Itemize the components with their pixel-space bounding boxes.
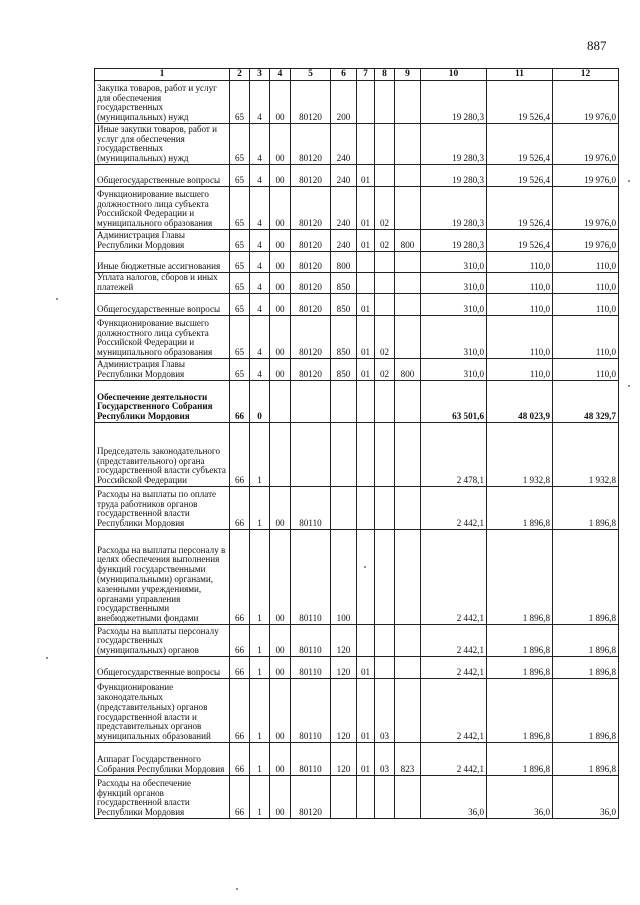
row-value-cell: 1 <box>250 743 270 776</box>
table-row <box>95 487 619 530</box>
row-value-cell <box>395 165 421 187</box>
column-header: 6 <box>331 69 357 81</box>
row-value-cell: 310,0 <box>421 294 487 316</box>
column-header: 3 <box>250 69 270 81</box>
row-value-cell: 1 <box>250 776 270 819</box>
row-value-cell: 01 <box>357 187 375 230</box>
row-value-cell: 65 <box>230 230 250 252</box>
table-row <box>95 165 619 187</box>
row-value-cell: 1 896,8 <box>553 743 619 776</box>
row-value-cell <box>395 625 421 657</box>
row-value-cell: 02 <box>375 316 395 359</box>
row-value-cell: 310,0 <box>421 273 487 294</box>
row-value-cell: 19 976,0 <box>553 165 619 187</box>
row-value-cell: 00 <box>270 81 291 124</box>
row-name-cell: Обеспечение деятельности Государственного Собрания Республики Мордовия <box>95 381 230 423</box>
row-value-cell <box>375 381 395 423</box>
scan-speck <box>628 385 630 387</box>
row-value-cell: 310,0 <box>421 316 487 359</box>
row-value-cell <box>357 625 375 657</box>
row-value-cell <box>375 273 395 294</box>
scan-speck <box>236 888 238 890</box>
row-value-cell: 1 896,8 <box>487 743 553 776</box>
row-value-cell: 80120 <box>291 252 331 273</box>
row-value-cell: 48 023,9 <box>487 381 553 423</box>
row-value-cell: 03 <box>375 679 395 743</box>
row-value-cell <box>395 124 421 165</box>
row-value-cell <box>357 423 375 487</box>
row-value-cell: 65 <box>230 359 250 381</box>
row-value-cell: 2 442,1 <box>421 679 487 743</box>
row-value-cell <box>395 187 421 230</box>
row-value-cell <box>395 657 421 679</box>
scan-speck <box>364 566 366 568</box>
row-value-cell: 19 976,0 <box>553 187 619 230</box>
row-name-cell: Администрация Главы Республики Мордовия <box>95 230 230 252</box>
row-value-cell: 240 <box>331 165 357 187</box>
row-name-cell: Расходы на выплаты персоналу в целях обеспечения выполнения функций государственными (муниципальными) органами, казенными учреждениями, органами управления государственными внебюджетными фондами <box>95 530 230 625</box>
scan-speck <box>56 298 58 300</box>
row-value-cell: 80120 <box>291 187 331 230</box>
row-value-cell: 110,0 <box>487 273 553 294</box>
table-row <box>95 423 619 487</box>
column-header: 10 <box>421 69 487 81</box>
row-value-cell: 00 <box>270 187 291 230</box>
row-value-cell: 2 442,1 <box>421 530 487 625</box>
row-value-cell: 1 <box>250 625 270 657</box>
row-value-cell: 80120 <box>291 230 331 252</box>
row-value-cell <box>395 423 421 487</box>
column-header: 7 <box>357 69 375 81</box>
row-value-cell: 66 <box>230 487 250 530</box>
row-value-cell: 65 <box>230 294 250 316</box>
table-row <box>95 743 619 776</box>
table-row <box>95 679 619 743</box>
row-value-cell <box>357 530 375 625</box>
row-value-cell <box>331 381 357 423</box>
row-value-cell: 0 <box>250 381 270 423</box>
row-value-cell: 00 <box>270 316 291 359</box>
row-value-cell: 48 329,7 <box>553 381 619 423</box>
row-value-cell: 2 442,1 <box>421 657 487 679</box>
row-value-cell: 110,0 <box>553 294 619 316</box>
row-value-cell <box>395 316 421 359</box>
row-value-cell: 110,0 <box>553 252 619 273</box>
row-value-cell: 80120 <box>291 165 331 187</box>
row-value-cell: 03 <box>375 743 395 776</box>
row-value-cell: 120 <box>331 743 357 776</box>
row-value-cell: 19 280,3 <box>421 165 487 187</box>
row-value-cell: 01 <box>357 230 375 252</box>
row-value-cell: 19 526,4 <box>487 81 553 124</box>
row-value-cell: 65 <box>230 187 250 230</box>
scan-speck <box>628 180 630 182</box>
table-row <box>95 359 619 381</box>
row-value-cell: 19 976,0 <box>553 230 619 252</box>
table-row <box>95 81 619 124</box>
scan-speck <box>46 657 48 659</box>
row-value-cell: 4 <box>250 252 270 273</box>
row-value-cell: 19 526,4 <box>487 230 553 252</box>
row-value-cell: 19 280,3 <box>421 81 487 124</box>
table-header-row <box>95 69 619 81</box>
row-name-cell: Иные закупки товаров, работ и услуг для обеспечения государственных (муниципальных) нужд <box>95 124 230 165</box>
row-value-cell <box>375 294 395 316</box>
table-row <box>95 124 619 165</box>
row-value-cell: 1 896,8 <box>553 657 619 679</box>
row-value-cell: 800 <box>395 359 421 381</box>
row-value-cell: 4 <box>250 81 270 124</box>
row-value-cell <box>395 487 421 530</box>
column-header: 1 <box>95 69 230 81</box>
row-value-cell: 2 442,1 <box>421 487 487 530</box>
row-value-cell: 100 <box>331 530 357 625</box>
row-name-cell: Функционирование высшего должностного лица субъекта Российской Федерации и муниципального образования <box>95 187 230 230</box>
row-value-cell <box>357 776 375 819</box>
row-value-cell: 00 <box>270 679 291 743</box>
row-value-cell <box>357 381 375 423</box>
table-row <box>95 252 619 273</box>
row-value-cell: 120 <box>331 657 357 679</box>
row-value-cell: 823 <box>395 743 421 776</box>
row-value-cell: 00 <box>270 273 291 294</box>
row-value-cell: 00 <box>270 530 291 625</box>
row-value-cell: 19 280,3 <box>421 124 487 165</box>
row-value-cell: 80120 <box>291 776 331 819</box>
row-value-cell: 65 <box>230 273 250 294</box>
row-name-cell: Закупка товаров, работ и услуг для обеспечения государственных (муниципальных) нужд <box>95 81 230 124</box>
row-value-cell <box>375 124 395 165</box>
row-value-cell: 80110 <box>291 679 331 743</box>
table-row <box>95 657 619 679</box>
row-value-cell <box>270 381 291 423</box>
row-value-cell: 240 <box>331 124 357 165</box>
table-row <box>95 294 619 316</box>
row-value-cell: 80120 <box>291 273 331 294</box>
row-value-cell <box>291 423 331 487</box>
row-value-cell: 00 <box>270 294 291 316</box>
row-value-cell: 01 <box>357 657 375 679</box>
column-header: 9 <box>395 69 421 81</box>
row-value-cell: 65 <box>230 124 250 165</box>
row-value-cell: 4 <box>250 124 270 165</box>
row-value-cell: 19 526,4 <box>487 124 553 165</box>
row-value-cell <box>395 81 421 124</box>
budget-table <box>94 68 619 819</box>
row-value-cell: 80110 <box>291 657 331 679</box>
row-value-cell: 00 <box>270 625 291 657</box>
row-value-cell: 200 <box>331 81 357 124</box>
row-value-cell: 240 <box>331 187 357 230</box>
row-value-cell: 1 <box>250 487 270 530</box>
row-value-cell <box>395 530 421 625</box>
row-value-cell: 00 <box>270 776 291 819</box>
row-value-cell <box>375 657 395 679</box>
row-value-cell: 120 <box>331 679 357 743</box>
row-value-cell: 4 <box>250 359 270 381</box>
row-value-cell: 01 <box>357 359 375 381</box>
row-value-cell: 63 501,6 <box>421 381 487 423</box>
row-value-cell: 4 <box>250 294 270 316</box>
row-value-cell: 1 896,8 <box>553 530 619 625</box>
row-name-cell: Общегосударственные вопросы <box>95 294 230 316</box>
row-value-cell: 36,0 <box>421 776 487 819</box>
row-value-cell: 2 478,1 <box>421 423 487 487</box>
row-value-cell: 00 <box>270 743 291 776</box>
row-value-cell: 66 <box>230 743 250 776</box>
row-value-cell: 1 932,8 <box>553 423 619 487</box>
row-value-cell <box>331 423 357 487</box>
row-value-cell: 4 <box>250 165 270 187</box>
row-value-cell: 80120 <box>291 316 331 359</box>
row-value-cell: 4 <box>250 316 270 359</box>
row-name-cell: Функционирование высшего должностного лица субъекта Российской Федерации и муниципального образования <box>95 316 230 359</box>
row-value-cell: 00 <box>270 487 291 530</box>
row-name-cell: Расходы на выплаты персоналу государственных (муниципальных) органов <box>95 625 230 657</box>
row-value-cell: 01 <box>357 316 375 359</box>
row-value-cell: 66 <box>230 776 250 819</box>
row-value-cell: 80120 <box>291 81 331 124</box>
row-value-cell: 80120 <box>291 294 331 316</box>
row-value-cell: 110,0 <box>487 359 553 381</box>
row-value-cell <box>357 124 375 165</box>
row-value-cell <box>375 165 395 187</box>
row-value-cell: 110,0 <box>553 359 619 381</box>
table-body <box>95 81 619 819</box>
row-value-cell <box>270 423 291 487</box>
row-value-cell: 01 <box>357 294 375 316</box>
row-value-cell <box>331 776 357 819</box>
row-value-cell: 00 <box>270 230 291 252</box>
row-value-cell: 110,0 <box>487 294 553 316</box>
row-name-cell: Аппарат Государственного Собрания Республики Мордовия <box>95 743 230 776</box>
column-header: 11 <box>487 69 553 81</box>
row-value-cell: 65 <box>230 81 250 124</box>
row-value-cell <box>395 294 421 316</box>
row-name-cell: Общегосударственные вопросы <box>95 657 230 679</box>
row-value-cell: 65 <box>230 252 250 273</box>
row-value-cell: 80110 <box>291 487 331 530</box>
table-row <box>95 776 619 819</box>
row-value-cell: 110,0 <box>553 316 619 359</box>
row-value-cell: 66 <box>230 679 250 743</box>
row-value-cell: 00 <box>270 359 291 381</box>
row-name-cell: Расходы на обеспечение функций органов государственной власти Республики Мордовия <box>95 776 230 819</box>
row-value-cell: 1 <box>250 657 270 679</box>
row-value-cell: 66 <box>230 657 250 679</box>
row-value-cell: 01 <box>357 743 375 776</box>
row-name-cell: Функционирование законодательных (представительных) органов государственной власти и представительных органов муниципальных образований <box>95 679 230 743</box>
row-value-cell: 19 976,0 <box>553 124 619 165</box>
row-value-cell <box>395 252 421 273</box>
row-value-cell: 1 896,8 <box>553 625 619 657</box>
row-value-cell <box>395 273 421 294</box>
row-value-cell: 1 896,8 <box>553 679 619 743</box>
row-value-cell: 800 <box>331 252 357 273</box>
row-value-cell: 00 <box>270 165 291 187</box>
row-value-cell: 2 442,1 <box>421 625 487 657</box>
row-value-cell <box>357 487 375 530</box>
row-value-cell: 1 896,8 <box>487 487 553 530</box>
row-value-cell: 2 442,1 <box>421 743 487 776</box>
row-value-cell: 01 <box>357 165 375 187</box>
row-value-cell: 02 <box>375 230 395 252</box>
row-name-cell: Председатель законодательного (представительного) органа государственной власти субъекта Российской Федерации <box>95 423 230 487</box>
row-value-cell: 66 <box>230 381 250 423</box>
row-value-cell: 110,0 <box>487 316 553 359</box>
row-value-cell <box>357 81 375 124</box>
row-value-cell: 850 <box>331 316 357 359</box>
row-value-cell: 80120 <box>291 124 331 165</box>
row-value-cell: 1 896,8 <box>487 625 553 657</box>
row-value-cell: 66 <box>230 625 250 657</box>
row-value-cell <box>291 381 331 423</box>
row-value-cell: 02 <box>375 187 395 230</box>
table-row <box>95 530 619 625</box>
row-value-cell: 1 896,8 <box>553 487 619 530</box>
row-value-cell <box>375 530 395 625</box>
row-value-cell: 80110 <box>291 743 331 776</box>
row-value-cell: 850 <box>331 359 357 381</box>
row-value-cell <box>395 679 421 743</box>
row-value-cell <box>375 81 395 124</box>
row-value-cell: 1 896,8 <box>487 657 553 679</box>
row-value-cell: 4 <box>250 273 270 294</box>
row-value-cell: 00 <box>270 252 291 273</box>
row-value-cell: 850 <box>331 294 357 316</box>
row-value-cell: 19 280,3 <box>421 230 487 252</box>
row-value-cell <box>375 423 395 487</box>
row-value-cell: 19 976,0 <box>553 81 619 124</box>
page-number: 887 <box>587 38 607 53</box>
row-value-cell: 65 <box>230 165 250 187</box>
table-row <box>95 625 619 657</box>
row-value-cell: 19 280,3 <box>421 187 487 230</box>
row-value-cell: 310,0 <box>421 359 487 381</box>
row-value-cell: 1 896,8 <box>487 679 553 743</box>
row-name-cell: Уплата налогов, сборов и иных платежей <box>95 273 230 294</box>
row-value-cell: 19 526,4 <box>487 187 553 230</box>
row-value-cell <box>357 273 375 294</box>
row-value-cell: 66 <box>230 530 250 625</box>
row-value-cell: 00 <box>270 657 291 679</box>
row-value-cell <box>395 381 421 423</box>
row-name-cell: Расходы на выплаты по оплате труда работников органов государственной власти Республики Мордовия <box>95 487 230 530</box>
row-value-cell: 1 932,8 <box>487 423 553 487</box>
table-row <box>95 230 619 252</box>
row-value-cell: 110,0 <box>553 273 619 294</box>
row-value-cell: 1 <box>250 679 270 743</box>
row-value-cell: 66 <box>230 423 250 487</box>
row-value-cell: 80110 <box>291 625 331 657</box>
row-value-cell <box>395 776 421 819</box>
row-value-cell: 1 <box>250 530 270 625</box>
row-value-cell <box>331 487 357 530</box>
row-name-cell: Иные бюджетные ассигнования <box>95 252 230 273</box>
row-name-cell: Общегосударственные вопросы <box>95 165 230 187</box>
row-value-cell: 110,0 <box>487 252 553 273</box>
table-row <box>95 316 619 359</box>
row-value-cell: 120 <box>331 625 357 657</box>
row-value-cell: 65 <box>230 316 250 359</box>
row-value-cell: 4 <box>250 230 270 252</box>
column-header: 12 <box>553 69 619 81</box>
row-value-cell <box>375 252 395 273</box>
row-value-cell: 00 <box>270 124 291 165</box>
table-row <box>95 381 619 423</box>
row-value-cell: 1 <box>250 423 270 487</box>
row-value-cell: 02 <box>375 359 395 381</box>
row-value-cell: 800 <box>395 230 421 252</box>
row-value-cell <box>357 252 375 273</box>
row-value-cell: 19 526,4 <box>487 165 553 187</box>
column-header: 8 <box>375 69 395 81</box>
row-value-cell: 36,0 <box>487 776 553 819</box>
table-row <box>95 273 619 294</box>
column-header: 2 <box>230 69 250 81</box>
row-value-cell: 310,0 <box>421 252 487 273</box>
row-name-cell: Администрация Главы Республики Мордовия <box>95 359 230 381</box>
row-value-cell <box>375 487 395 530</box>
column-header: 4 <box>270 69 291 81</box>
row-value-cell: 850 <box>331 273 357 294</box>
row-value-cell <box>375 776 395 819</box>
row-value-cell: 80110 <box>291 530 331 625</box>
row-value-cell <box>375 625 395 657</box>
row-value-cell: 80120 <box>291 359 331 381</box>
row-value-cell: 01 <box>357 679 375 743</box>
row-value-cell: 4 <box>250 187 270 230</box>
column-header: 5 <box>291 69 331 81</box>
row-value-cell: 1 896,8 <box>487 530 553 625</box>
row-value-cell: 36,0 <box>553 776 619 819</box>
table-row <box>95 187 619 230</box>
row-value-cell: 240 <box>331 230 357 252</box>
